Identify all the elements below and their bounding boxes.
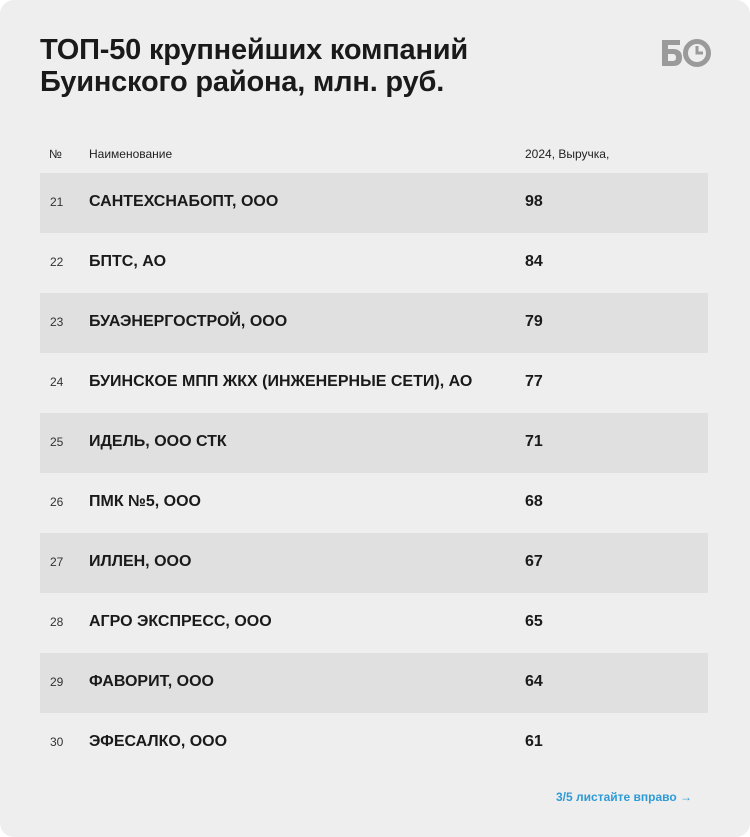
header-revenue: 2024, Выручка, xyxy=(525,147,610,161)
row-number: 29 xyxy=(50,675,64,689)
row-revenue: 68 xyxy=(525,493,543,510)
row-revenue: 64 xyxy=(525,673,543,690)
logo-clock-hands xyxy=(697,46,703,53)
row-number: 30 xyxy=(50,735,64,749)
header-name: Наименование xyxy=(89,147,173,161)
row-revenue: 79 xyxy=(525,313,543,330)
row-revenue: 71 xyxy=(525,433,543,450)
table-row xyxy=(40,593,708,653)
row-company-name: ИДЕЛЬ, ООО СТК xyxy=(89,433,227,450)
table-row xyxy=(40,173,708,233)
page-title-line-1: ТОП-50 крупнейших компаний xyxy=(40,34,469,66)
page-title xyxy=(40,34,600,98)
logo-letter-b xyxy=(662,40,682,66)
row-revenue: 67 xyxy=(525,553,543,570)
row-revenue: 61 xyxy=(525,733,543,750)
table-header xyxy=(40,140,708,168)
page-title-line-2: Буинского района, млн. руб. xyxy=(40,66,445,98)
row-company-name: АГРО ЭКСПРЕСС, ООО xyxy=(89,613,272,630)
row-number: 26 xyxy=(50,495,64,509)
row-company-name: ИЛЛЕН, ООО xyxy=(89,553,192,570)
row-revenue: 84 xyxy=(525,253,543,270)
bo-logo xyxy=(660,38,712,68)
row-number: 21 xyxy=(50,195,64,209)
table-row xyxy=(40,533,708,593)
row-number: 24 xyxy=(50,375,64,389)
row-company-name: БУАЭНЕРГОСТРОЙ, ООО xyxy=(89,313,288,330)
table-row xyxy=(40,653,708,713)
table-row xyxy=(40,353,708,413)
table-row xyxy=(40,233,708,293)
row-number: 27 xyxy=(50,555,64,569)
table-row xyxy=(40,293,708,353)
table-row xyxy=(40,473,708,533)
row-company-name: БПТС, АО xyxy=(89,253,167,270)
row-number: 25 xyxy=(50,435,64,449)
row-company-name: БУИНСКОЕ МПП ЖКХ (ИНЖЕНЕРНЫЕ СЕТИ), АО xyxy=(89,373,473,390)
row-revenue: 77 xyxy=(525,373,543,390)
row-number: 23 xyxy=(50,315,64,329)
row-company-name: ФАВОРИТ, ООО xyxy=(89,673,214,690)
table-row xyxy=(40,713,708,773)
row-company-name: САНТЕХСНАБОПТ, ООО xyxy=(89,193,279,210)
table-row xyxy=(40,413,708,473)
header-number: № xyxy=(49,147,62,161)
row-revenue: 98 xyxy=(525,193,543,210)
row-company-name: ЭФЕСАЛКО, ООО xyxy=(89,733,228,750)
row-number: 28 xyxy=(50,615,64,629)
row-company-name: ПМК №5, ООО xyxy=(89,493,201,510)
swipe-hint-link[interactable]: 3/5 листайте вправо → xyxy=(556,790,693,804)
row-revenue: 65 xyxy=(525,613,543,630)
table-body xyxy=(40,173,708,773)
row-number: 22 xyxy=(50,255,64,269)
